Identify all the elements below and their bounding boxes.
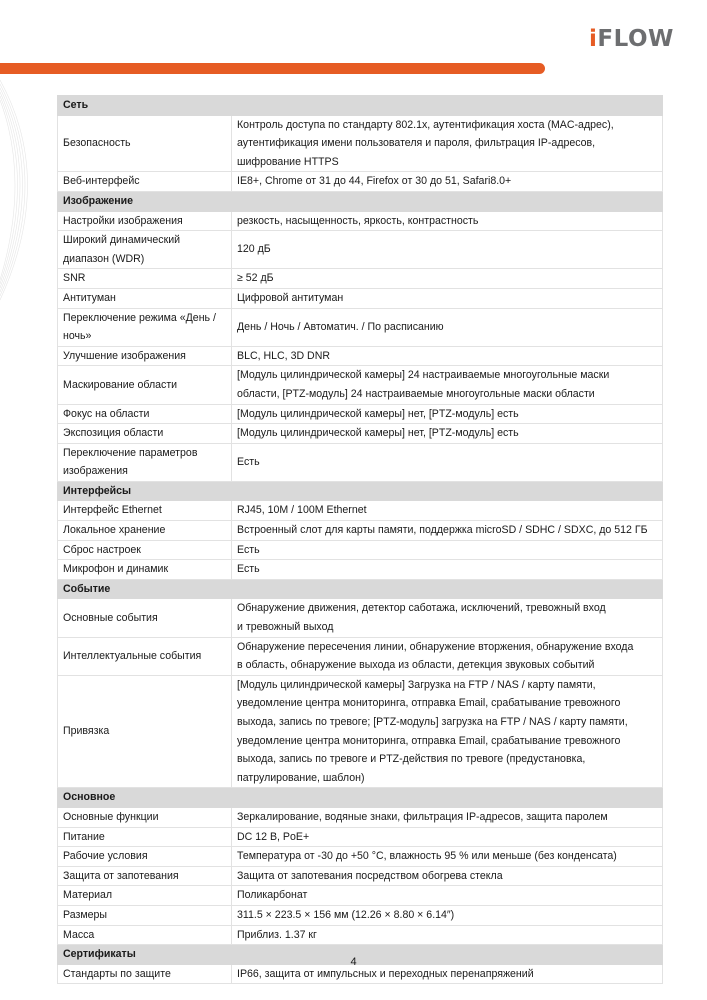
section-title: Сертификаты — [58, 945, 663, 965]
spec-value-line: Обнаружение движения, детектор саботажа, исключений, тревожный вход — [237, 602, 606, 615]
spec-label: Веб-интерфейс — [58, 172, 232, 192]
spec-value-line: BLC, HLC, 3D DNR — [237, 349, 331, 362]
table-row — [58, 424, 663, 444]
spec-value-line: в область, обнаружение выхода из области, детекция звуковых событий — [237, 659, 595, 672]
spec-value — [232, 211, 663, 231]
spec-label: Основные функции — [58, 807, 232, 827]
spec-label: Интерфейс Ethernet — [58, 501, 232, 521]
spec-label: Безопасность — [58, 115, 232, 172]
spec-value-line: 311.5 × 223.5 × 156 мм (12.26 × 8.80 × 6.14″) — [237, 908, 455, 921]
section-title: Событие — [58, 579, 663, 599]
table-row — [58, 521, 663, 541]
table-row — [58, 599, 663, 637]
spec-value — [232, 637, 663, 675]
spec-label: Питание — [58, 827, 232, 847]
spec-value-line: выхода, запись по тревоге и PTZ-действия по тревоге (предустановка, — [237, 753, 586, 766]
spec-label: Экспозиция области — [58, 424, 232, 444]
spec-label: Переключение параметров изображения — [58, 443, 232, 481]
spec-value — [232, 675, 663, 788]
section-header — [58, 96, 663, 116]
spec-value-line: резкость, насыщенность, яркость, контрастность — [237, 214, 479, 227]
table-row — [58, 827, 663, 847]
spec-value-line: IP66, защита от импульсных и переходных перенапряжений — [237, 967, 534, 980]
spec-label: Маскирование области — [58, 366, 232, 404]
spec-label: Настройки изображения — [58, 211, 232, 231]
section-title: Изображение — [58, 191, 663, 211]
table-row — [58, 211, 663, 231]
section-header — [58, 191, 663, 211]
spec-value — [232, 866, 663, 886]
table-row — [58, 443, 663, 481]
spec-value-line: [Модуль цилиндрической камеры] нет, [PTZ-модуль] есть — [237, 427, 519, 440]
spec-value-line: уведомление центра мониторинга, отправка Email, срабатывание тревожного — [237, 734, 621, 747]
spec-label: Стандарты по защите — [58, 964, 232, 984]
table-row — [58, 540, 663, 560]
spec-label: Широкий динамический диапазон (WDR) — [58, 231, 232, 269]
spec-value-line: выхода, запись по тревоге; [PTZ-модуль] загрузка на FTP / NAS / карту памяти, — [237, 716, 628, 728]
spec-value-line: Поликарбонат — [237, 889, 308, 902]
spec-value-line: Температура от -30 до +50 °C, влажность 95 % или меньше (без конденсата) — [237, 850, 617, 863]
spec-label: SNR — [58, 269, 232, 289]
table-row — [58, 115, 663, 172]
spec-value — [232, 847, 663, 867]
spec-value-line: RJ45, 10M / 100M Ethernet — [237, 504, 367, 517]
spec-value-line: и тревожный выход — [237, 621, 334, 634]
spec-value-line: Цифровой антитуман — [237, 291, 344, 304]
spec-value-line: Зеркалирование, водяные знаки, фильтрация IP-адресов, защита паролем — [237, 810, 608, 823]
spec-value — [232, 288, 663, 308]
spec-label: Фокус на области — [58, 404, 232, 424]
page-number: 4 — [350, 956, 357, 968]
spec-label: Размеры — [58, 905, 232, 925]
spec-value-line: Есть — [237, 455, 260, 468]
spec-value-line: Контроль доступа по стандарту 802.1x, аутентификация хоста (MAC-адрес), — [237, 118, 614, 131]
spec-value-line: ≥ 52 дБ — [237, 272, 274, 285]
spec-value — [232, 905, 663, 925]
section-header — [58, 481, 663, 501]
spec-value — [232, 115, 663, 172]
table-row — [58, 560, 663, 580]
spec-label: Привязка — [58, 675, 232, 788]
spec-value-line: аутентификация имени пользователя и пароля, фильтрация IP-адресов, — [237, 137, 596, 150]
spec-value-line: [Модуль цилиндрической камеры] 24 настраиваемые многоугольные маски — [237, 369, 610, 382]
spec-value-line: Есть — [237, 543, 260, 556]
spec-value-line: Защита от запотевания посредством обогрева стекла — [237, 869, 503, 882]
spec-value-line: Приблиз. 1.37 кг — [237, 928, 317, 941]
spec-value — [232, 827, 663, 847]
spec-value — [232, 560, 663, 580]
header-accent-bar — [0, 63, 545, 74]
spec-table — [57, 95, 663, 984]
spec-value — [232, 599, 663, 637]
spec-label: Сброс настроек — [58, 540, 232, 560]
table-row — [58, 288, 663, 308]
spec-value — [232, 443, 663, 481]
spec-label: Защита от запотевания — [58, 866, 232, 886]
spec-label: Микрофон и динамик — [58, 560, 232, 580]
spec-label: Улучшение изображения — [58, 346, 232, 366]
spec-value-line: Есть — [237, 563, 260, 576]
spec-value — [232, 424, 663, 444]
spec-value — [232, 269, 663, 289]
brand-logo — [589, 26, 674, 52]
section-title: Интерфейсы — [58, 481, 663, 501]
decorative-wave-lines — [0, 70, 60, 310]
spec-value-line: IE8+, Chrome от 31 до 44, Firefox от 30 до 51, Safari8.0+ — [237, 175, 512, 188]
table-row — [58, 866, 663, 886]
table-row — [58, 847, 663, 867]
spec-value-line: шифрование HTTPS — [237, 155, 339, 168]
spec-value — [232, 501, 663, 521]
spec-value — [232, 366, 663, 404]
section-title: Сеть — [58, 96, 663, 116]
table-row — [58, 366, 663, 404]
spec-value-line: патрулирование, шаблон) — [237, 771, 365, 784]
spec-value — [232, 886, 663, 906]
table-row — [58, 172, 663, 192]
table-row — [58, 501, 663, 521]
spec-label: Масса — [58, 925, 232, 945]
spec-value — [232, 521, 663, 541]
spec-value — [232, 308, 663, 346]
spec-value-line: области, [PTZ-модуль] 24 настраиваемые многоугольные маски области — [237, 387, 595, 400]
spec-value — [232, 346, 663, 366]
table-row — [58, 404, 663, 424]
table-row — [58, 637, 663, 675]
table-row — [58, 346, 663, 366]
spec-value — [232, 540, 663, 560]
table-row — [58, 886, 663, 906]
spec-value — [232, 925, 663, 945]
spec-value — [232, 231, 663, 269]
logo-wordmark: FLOW — [597, 26, 674, 52]
table-row — [58, 925, 663, 945]
spec-value-line: День / Ночь / Автоматич. / По расписанию — [237, 320, 444, 333]
spec-value-line: DC 12 В, PoE+ — [237, 830, 310, 843]
section-header — [58, 788, 663, 808]
spec-label: Переключение режима «День / ночь» — [58, 308, 232, 346]
spec-value-line: [Модуль цилиндрической камеры] нет, [PTZ-модуль] есть — [237, 407, 519, 420]
spec-label: Материал — [58, 886, 232, 906]
spec-value-line: Встроенный слот для карты памяти, поддержка microSD / SDHC / SDXC, до 512 ГБ — [237, 524, 648, 537]
spec-label: Интеллектуальные события — [58, 637, 232, 675]
spec-value — [232, 807, 663, 827]
spec-value-line: уведомление центра мониторинга, отправка Email, срабатывание тревожного — [237, 697, 621, 710]
logo-lead-mark: i — [589, 26, 598, 52]
section-header — [58, 579, 663, 599]
spec-label: Локальное хранение — [58, 521, 232, 541]
table-row — [58, 308, 663, 346]
spec-value — [232, 404, 663, 424]
spec-label: Основные события — [58, 599, 232, 637]
spec-label: Антитуман — [58, 288, 232, 308]
spec-value — [232, 172, 663, 192]
table-row — [58, 269, 663, 289]
table-row — [58, 905, 663, 925]
spec-value-line: 120 дБ — [237, 243, 271, 256]
table-row — [58, 675, 663, 788]
table-row — [58, 807, 663, 827]
section-title: Основное — [58, 788, 663, 808]
spec-value-line: Обнаружение пересечения линии, обнаружение вторжения, обнаружение входа — [237, 640, 634, 653]
spec-label: Рабочие условия — [58, 847, 232, 867]
table-row — [58, 231, 663, 269]
spec-value-line: [Модуль цилиндрической камеры] Загрузка на FTP / NAS / карту памяти, — [237, 678, 596, 691]
